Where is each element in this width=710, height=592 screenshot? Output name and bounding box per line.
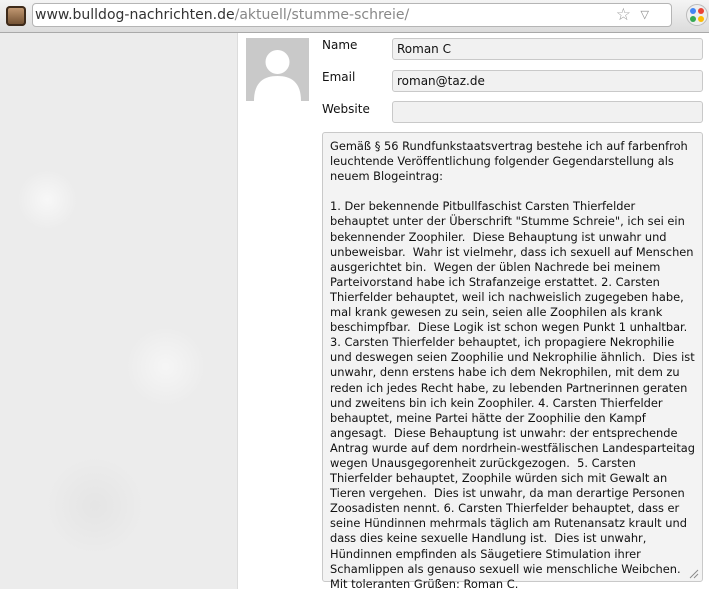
address-bar[interactable] [32,3,672,27]
extension-icon[interactable] [686,4,708,26]
default-avatar-icon [246,38,309,101]
url-text[interactable] [35,7,409,23]
email-label: Email [322,70,356,84]
chevron-down-icon[interactable]: ▽ [640,8,649,21]
website-field[interactable] [392,101,703,123]
email-field[interactable] [392,70,703,92]
name-field[interactable] [392,38,703,60]
page-background [0,33,237,589]
comment-textarea[interactable]: Gemäß § 56 Rundfunkstaatsvertrag bestehe ich auf farbenfroh leuchtende Veröffentlichung folgender Gegendarstellung als neuem Blogeintrag: 1. Der bekennende Pitbullfaschist Carsten Thierfelder behauptet unter der Überschrift "Stumme Schreie", ich sei ein bekennender Zoophiler. Diese Behauptung ist unwahr und unbeweisbar. Wahr ist vielmehr, dass ich sexuell auf Menschen ausgerichtet bin. Wegen der üblen Nachrede bei meinem Parteivorstand habe ich Strafanzeige erstattet. 2. Carsten Thierfelder behauptet, weil ich nachweislich zugegeben habe, mal krank gewesen zu sein, seien alle Zoophilen als krank beschimpfbar. Diese Logik ist schon wegen Punkt 1 unhaltbar. 3. Carsten Thierfelder behauptet, ich propagiere Nekrophilie und deswegen seien Zoophilie und Nekrophilie ähnlich. Dies ist unwahr, denn erstens habe ich dem Nekrophilen, mit dem zu reden ich jedes Recht habe, zu lebenden Partnerinnen geraten und zweitens bin ich kein Zoophiler. 4. Carsten Thierfelder behauptet, meine Partei hätte der Zoophilie den Kampf angesagt. Diese Behauptung ist unwahr: der entsprechende Antrag wurde auf dem nordrhein-westfälischen Landesparteitag wegen Unausgegorenheit zurückgezogen. 5. Carsten Thierfelder behauptet, Zoophile würden sich mit Gewalt an Tieren vergehen. Dies ist unwahr, da man derartige Personen Zoosadisten nennt. 6. Carsten Thierfelder behauptet, dass er seine Hündinnen mehrmals täglich am Rutenansatz krault und dass dies keine sexuelle Handlung ist. Dies ist unwahr, Hündinnen empfinden als Säugetiere Stimulation ihrer Schamlippen als genauso sexuell wie menschliche Weibchen. Mit toleranten Grüßen: Roman C. [322,132,703,582]
name-label: Name [322,38,358,52]
bulldog-favicon-icon [6,6,26,26]
url-path: /aktuell/stumme-schreie/ [234,7,410,23]
star-icon[interactable]: ☆ [615,5,631,25]
website-label: Website [322,102,370,116]
resize-grip-icon[interactable] [687,567,699,579]
browser-toolbar [0,0,709,33]
url-domain: www.bulldog-nachrichten.de [35,7,235,23]
